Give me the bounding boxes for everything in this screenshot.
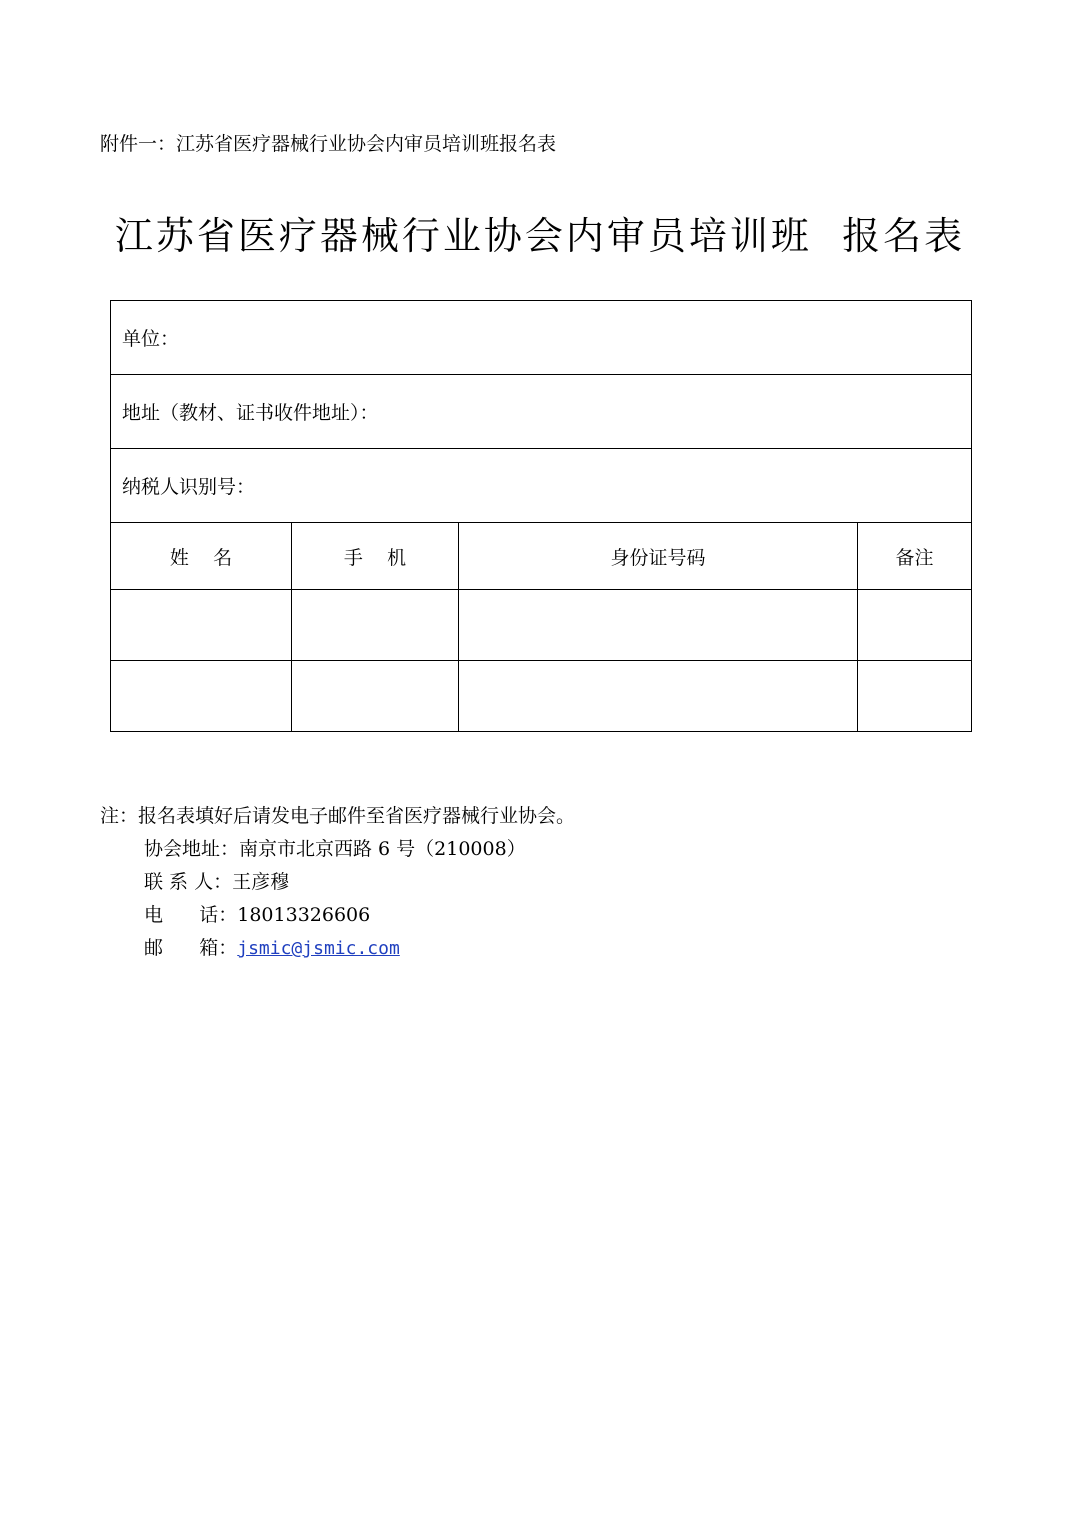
column-header-id-number xyxy=(459,523,858,590)
tax-id-label: 纳税人识别号： xyxy=(122,476,256,498)
table-header-row xyxy=(111,523,972,590)
table-row xyxy=(111,590,972,661)
note-text: 注：报名表填好后请发电子邮件至省医疗器械行业协会。 xyxy=(100,805,576,827)
notes-section xyxy=(100,800,575,965)
column-header-remarks-text: 备注 xyxy=(895,546,934,569)
contact-line xyxy=(100,866,575,899)
remarks-cell[interactable] xyxy=(858,661,972,732)
email-label: 邮 箱： xyxy=(144,937,238,959)
column-header-name-text: 姓 名 xyxy=(169,546,233,569)
phone-label: 电 话： xyxy=(144,904,238,926)
phone-cell[interactable] xyxy=(292,661,459,732)
name-cell[interactable] xyxy=(111,661,292,732)
address-label: 地址（教材、证书收件地址）： xyxy=(122,402,379,424)
address-row xyxy=(111,375,972,449)
email-line xyxy=(100,932,575,965)
email-link[interactable]: jsmic@jsmic.com xyxy=(237,938,400,959)
column-header-id-number-text: 身份证号码 xyxy=(610,546,706,569)
contact-label: 联 系 人： xyxy=(144,871,233,893)
association-address: 协会地址：南京市北京西路 6 号（210008） xyxy=(144,838,526,860)
column-header-phone xyxy=(292,523,459,590)
remarks-cell[interactable] xyxy=(858,590,972,661)
table-row xyxy=(111,661,972,732)
phone-line xyxy=(100,899,575,932)
name-cell[interactable] xyxy=(111,590,292,661)
id-number-cell[interactable] xyxy=(459,590,858,661)
tax-id-field[interactable] xyxy=(111,449,972,523)
column-header-phone-text: 手 机 xyxy=(343,546,407,569)
attachment-caption: 附件一：江苏省医疗器械行业协会内审员培训班报名表 xyxy=(100,133,557,155)
unit-row xyxy=(111,301,972,375)
page-title: 江苏省医疗器械行业协会内审员培训班 报名表 xyxy=(114,214,966,258)
unit-field[interactable] xyxy=(111,301,972,375)
unit-label: 单位： xyxy=(122,328,180,350)
id-number-cell[interactable] xyxy=(459,661,858,732)
column-header-remarks xyxy=(858,523,972,590)
registration-form-table xyxy=(110,300,972,732)
address-field[interactable] xyxy=(111,375,972,449)
phone-number: 18013326606 xyxy=(237,904,371,926)
phone-cell[interactable] xyxy=(292,590,459,661)
column-header-name xyxy=(111,523,292,590)
tax-id-row xyxy=(111,449,972,523)
contact-name: 王彦穆 xyxy=(232,871,290,893)
